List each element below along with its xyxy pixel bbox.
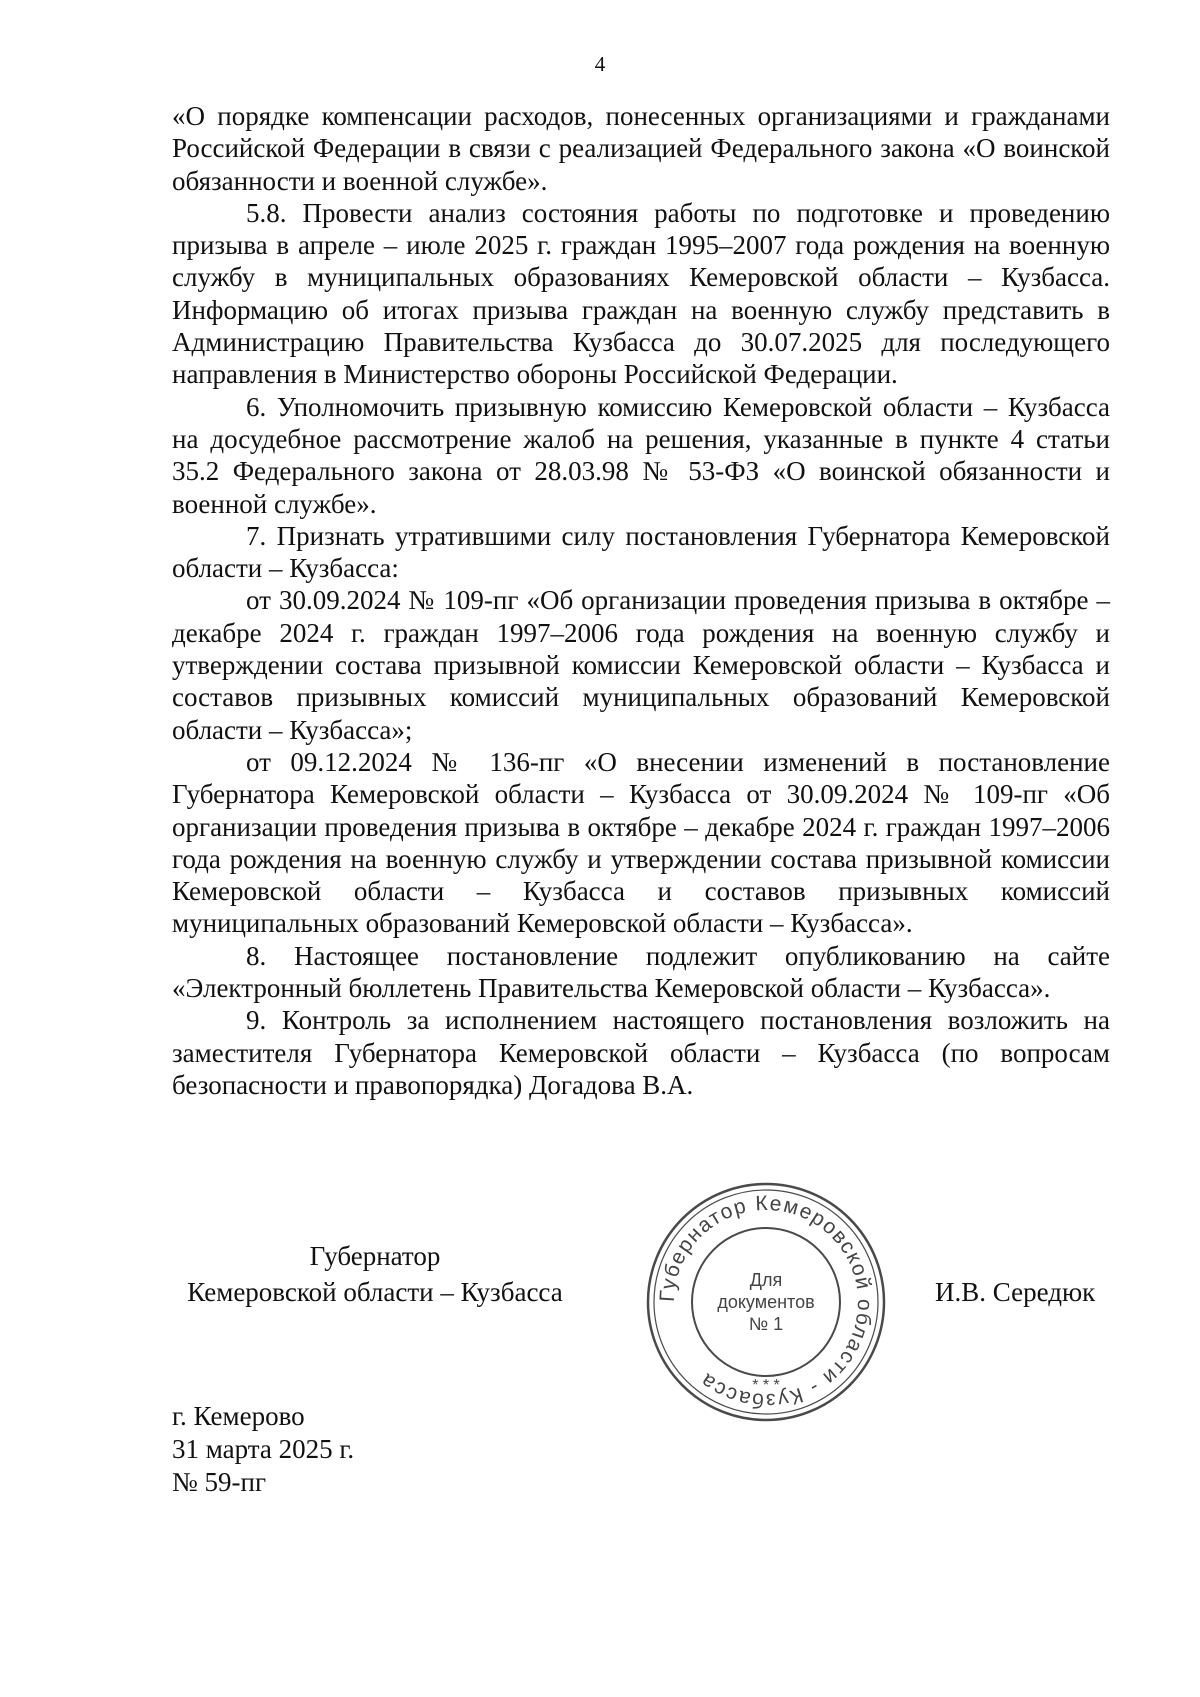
paragraph-6: 6. Уполномочить призывную комиссию Кемеровской области – Кузбасса на досудебное рассмотрение жалоб на решения, указанные в пункте 4 статьи 35.2 Федерального закона от 28.03.98 № 53-ФЗ «О воинской обязанности и военной службе».	[172, 391, 1110, 519]
paragraph-7: 7. Признать утратившими силу постановления Губернатора Кемеровской области – Кузбасса:	[172, 520, 1110, 584]
signatory-name: И.В. Середюк	[935, 1277, 1096, 1307]
paragraph-7-item-1: от 30.09.2024 № 109-пг «Об организации проведения призыва в октябре – декабре 2024 г. граждан 1997–2006 года рождения на военную службу и утверждении состава призывной комиссии Кемеровской области – Кузбасса и составов призывных комиссий муниципальных образований Кемеровской области – Кузбасса»;	[172, 585, 1110, 745]
seal-ring-text: Губернатор Кемеровской области - Кузбасса	[655, 1191, 877, 1413]
footer-date: 31 марта 2025 г.	[172, 1434, 355, 1464]
seal-stars: * * *	[752, 1377, 780, 1394]
footer-city: г. Кемерово	[172, 1401, 305, 1431]
seal-center-line1: Для	[749, 1270, 783, 1290]
paragraph-7-item-2: от 09.12.2024 № 136-пг «О внесении изменений в постановление Губернатора Кемеровской области – Кузбасса от 30.09.2024 № 109-пг «Об организации проведения призыва в октябре – декабре 2024 г. граждан 1997–2006 года рождения на военную службу и утверждении состава призывной комиссии Кемеровской области – Кузбасса и составов призывных комиссий муниципальных образований Кемеровской области – Кузбасса».	[172, 746, 1110, 939]
paragraph-9: 9. Контроль за исполнением настоящего постановления возложить на заместителя Губернатора Кемеровской области – Кузбасса (по вопросам безопасности и правопорядка) Догадова В.А.	[172, 1005, 1110, 1100]
signature-title-line1: Губернатор	[309, 1241, 441, 1271]
document-footer	[172, 1400, 354, 1499]
paragraph-5-8: 5.8. Провести анализ состояния работы по подготовке и проведению призыва в апреле – июле 2025 г. граждан 1995–2007 года рождения на военную службу в муниципальных образованиях Кемеровской области – Кузбасса. Информацию об итогах призыва граждан на военную службу представить в Администрацию Правительства Кузбасса до 30.07.2025 для последующего направления в Министерство обороны Российской Федерации.	[172, 197, 1110, 390]
seal-center-line2: документов	[717, 1292, 815, 1312]
signature-title	[140, 1238, 610, 1310]
footer-number: № 59-пг	[172, 1467, 267, 1497]
page-number: 4	[594, 52, 606, 76]
paragraph-continuation: «О порядке компенсации расходов, понесенных организациями и гражданами Российской Федерации в связи с реализацией Федерального закона «О воинской обязанности и военной службе».	[172, 101, 1110, 196]
document-body	[172, 100, 1110, 1101]
signature-title-line2: Кемеровской области – Кузбасса	[187, 1277, 563, 1307]
official-seal	[642, 1178, 890, 1426]
seal-center-line3: № 1	[748, 1314, 784, 1334]
paragraph-8: 8. Настоящее постановление подлежит опубликованию на сайте «Электронный бюллетень Правительства Кемеровской области – Кузбасса».	[172, 940, 1110, 1004]
